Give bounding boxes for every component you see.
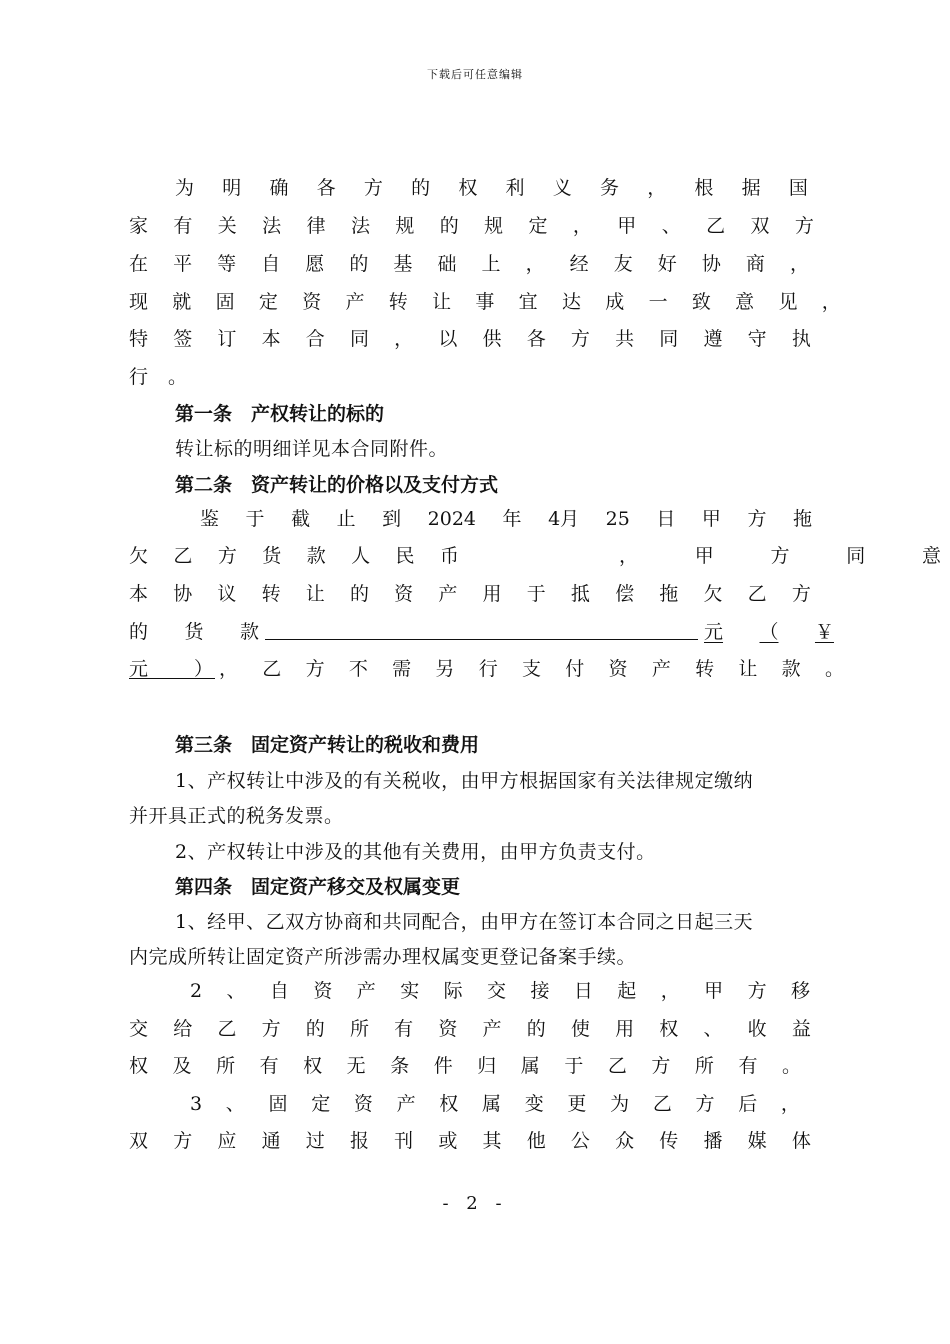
char: 条 bbox=[390, 1055, 410, 1077]
char: 播 bbox=[703, 1130, 723, 1152]
char: 产 bbox=[482, 1018, 502, 1040]
char: 供 bbox=[482, 328, 502, 350]
token: 意 bbox=[921, 545, 941, 567]
char: 。 bbox=[167, 366, 187, 388]
char: 更 bbox=[567, 1093, 587, 1115]
char: 法 bbox=[262, 215, 282, 237]
char: 另 bbox=[435, 658, 455, 680]
char: 用 bbox=[615, 1018, 635, 1040]
char: 通 bbox=[261, 1130, 281, 1152]
article2-line1 bbox=[200, 506, 812, 532]
char: 2 bbox=[190, 980, 203, 1002]
char: 其 bbox=[482, 1130, 502, 1152]
char: ￥ bbox=[814, 621, 834, 643]
char: 宜 bbox=[518, 291, 538, 313]
char: 好 bbox=[657, 253, 677, 275]
char: 公 bbox=[570, 1130, 590, 1152]
article4-para3-line1 bbox=[190, 1091, 800, 1117]
token: ， bbox=[619, 545, 639, 567]
char: 家 bbox=[129, 215, 149, 237]
token: 方 bbox=[747, 508, 767, 530]
char: 各 bbox=[526, 328, 546, 350]
char: 付 bbox=[565, 658, 585, 680]
article4-para2-line1 bbox=[190, 978, 810, 1004]
article2-line5 bbox=[129, 656, 844, 682]
article3-para1-line2: 并开具正式的税务发票。 bbox=[129, 805, 344, 827]
char: 在 bbox=[129, 253, 149, 275]
article2-line4-right bbox=[704, 619, 834, 645]
char: 件 bbox=[433, 1055, 453, 1077]
char: 的 bbox=[349, 583, 369, 605]
char: 愿 bbox=[305, 253, 325, 275]
char: 收 bbox=[747, 1018, 767, 1040]
char: 于 bbox=[526, 583, 546, 605]
char: 一 bbox=[648, 291, 668, 313]
char: 众 bbox=[615, 1130, 635, 1152]
char: 际 bbox=[443, 980, 463, 1002]
char: 有 bbox=[259, 1055, 279, 1077]
char: 、 bbox=[661, 215, 681, 237]
char: 变 bbox=[524, 1093, 544, 1115]
char: 甲 bbox=[704, 980, 724, 1002]
article1-text: 转让标的明细详见本合同附件。 bbox=[175, 438, 449, 460]
char: 订 bbox=[217, 328, 237, 350]
char: 固 bbox=[215, 291, 235, 313]
char: 经 bbox=[569, 253, 589, 275]
char: 关 bbox=[217, 215, 237, 237]
token: 货 bbox=[262, 545, 282, 567]
char: 货 bbox=[184, 621, 204, 643]
char: 同 bbox=[349, 328, 369, 350]
char: 共 bbox=[615, 328, 635, 350]
char: 及 bbox=[172, 1055, 192, 1077]
char: 根 bbox=[694, 177, 714, 199]
char: 方 bbox=[173, 1130, 193, 1152]
char: ， bbox=[394, 328, 414, 350]
char: 权 bbox=[129, 1055, 149, 1077]
char: 乙 bbox=[747, 583, 767, 605]
char: 定 bbox=[311, 1093, 331, 1115]
char: 以 bbox=[438, 328, 458, 350]
char: 双 bbox=[750, 215, 770, 237]
char: 产 bbox=[356, 980, 376, 1002]
char: 交 bbox=[487, 980, 507, 1002]
token: 甲 bbox=[694, 545, 714, 567]
char: 平 bbox=[173, 253, 193, 275]
char: 、 bbox=[225, 1093, 245, 1115]
char: 致 bbox=[691, 291, 711, 313]
char: 归 bbox=[477, 1055, 497, 1077]
token: 到 bbox=[382, 508, 402, 530]
char: 的 bbox=[349, 253, 369, 275]
char: 方 bbox=[791, 583, 811, 605]
char: 现 bbox=[129, 291, 149, 313]
token: 欠 bbox=[129, 545, 149, 567]
char: 欠 bbox=[703, 583, 723, 605]
char: 同 bbox=[659, 328, 679, 350]
char: 意 bbox=[735, 291, 755, 313]
token: 民 bbox=[395, 545, 415, 567]
char: 拖 bbox=[659, 583, 679, 605]
token: 拖 bbox=[792, 508, 812, 530]
char: 乙 bbox=[706, 215, 726, 237]
char: 行 bbox=[129, 366, 149, 388]
char: ） bbox=[193, 658, 213, 680]
token: 于 bbox=[245, 508, 265, 530]
char: ， bbox=[821, 291, 841, 313]
char: 上 bbox=[481, 253, 501, 275]
char: 本 bbox=[261, 328, 281, 350]
char: 起 bbox=[617, 980, 637, 1002]
token: 4月 bbox=[548, 508, 580, 530]
token: 人 bbox=[351, 545, 371, 567]
char: 所 bbox=[216, 1055, 236, 1077]
token: 同 bbox=[846, 545, 866, 567]
token: 款 bbox=[306, 545, 326, 567]
page-header: 下载后可任意编辑 bbox=[427, 68, 523, 81]
article4-title: 第四条 固定资产移交及权属变更 bbox=[175, 876, 461, 898]
char: 等 bbox=[217, 253, 237, 275]
char: 自 bbox=[269, 980, 289, 1002]
char: 资 bbox=[608, 658, 628, 680]
char: 法 bbox=[350, 215, 370, 237]
char: 执 bbox=[791, 328, 811, 350]
char: 移 bbox=[790, 980, 810, 1002]
char: 刊 bbox=[394, 1130, 414, 1152]
char: 本 bbox=[129, 583, 149, 605]
char: 础 bbox=[437, 253, 457, 275]
char: 见 bbox=[778, 291, 798, 313]
char: 他 bbox=[526, 1130, 546, 1152]
char: 明 bbox=[222, 177, 242, 199]
char: 接 bbox=[530, 980, 550, 1002]
char: 转 bbox=[695, 658, 715, 680]
char: 。 bbox=[824, 658, 844, 680]
article2-line4 bbox=[129, 619, 834, 645]
char: 事 bbox=[475, 291, 495, 313]
char: 行 bbox=[478, 658, 498, 680]
char: 乙 bbox=[217, 1018, 237, 1040]
amount-blank bbox=[265, 619, 698, 640]
article3-para2: 2、产权转让中涉及的其他有关费用，由甲方负责支付。 bbox=[175, 841, 656, 863]
char: 报 bbox=[349, 1130, 369, 1152]
char: 产 bbox=[438, 583, 458, 605]
token: 方 bbox=[770, 545, 790, 567]
char: 达 bbox=[561, 291, 581, 313]
char: 基 bbox=[393, 253, 413, 275]
article4-para1-line1: 1、经甲、乙双方协商和共同配合，由甲方在签订本合同之日起三天 bbox=[175, 911, 754, 933]
char: 用 bbox=[482, 583, 502, 605]
char: 、 bbox=[226, 980, 246, 1002]
char: 有 bbox=[394, 1018, 414, 1040]
char: 不 bbox=[348, 658, 368, 680]
char: 的 bbox=[526, 1018, 546, 1040]
char: ， bbox=[780, 1093, 800, 1115]
char: 的 bbox=[411, 177, 431, 199]
char: 的 bbox=[439, 215, 459, 237]
char: 抵 bbox=[570, 583, 590, 605]
char: 有 bbox=[173, 215, 193, 237]
article4-para1-line2: 内完成所转让固定资产所涉需办理权属变更登记备案手续。 bbox=[129, 946, 637, 968]
char: 产 bbox=[651, 658, 671, 680]
char: 产 bbox=[345, 291, 365, 313]
char: 让 bbox=[432, 291, 452, 313]
char: 守 bbox=[747, 328, 767, 350]
page-number: - 2 - bbox=[442, 1193, 508, 1214]
char: 定 bbox=[258, 291, 278, 313]
char: 定 bbox=[528, 215, 548, 237]
char: 利 bbox=[505, 177, 525, 199]
char: 国 bbox=[788, 177, 808, 199]
char: 乙 bbox=[652, 1093, 672, 1115]
article4-para2-line3 bbox=[129, 1053, 801, 1079]
char: 实 bbox=[400, 980, 420, 1002]
article2-line5-left bbox=[129, 656, 215, 679]
char: 使 bbox=[570, 1018, 590, 1040]
article2-title: 第二条 资产转让的价格以及支付方式 bbox=[175, 474, 499, 496]
char: 有 bbox=[738, 1055, 758, 1077]
token: 止 bbox=[336, 508, 356, 530]
char: 权 bbox=[659, 1018, 679, 1040]
char: 为 bbox=[610, 1093, 630, 1115]
char: 于 bbox=[564, 1055, 584, 1077]
char: 务 bbox=[599, 177, 619, 199]
article2-line4-left bbox=[129, 619, 259, 645]
char: 乙 bbox=[607, 1055, 627, 1077]
char: 属 bbox=[520, 1055, 540, 1077]
para1-line6 bbox=[129, 364, 187, 390]
para1-line5 bbox=[129, 326, 811, 352]
char: 。 bbox=[781, 1055, 801, 1077]
para1-line1 bbox=[175, 175, 808, 201]
char: 自 bbox=[261, 253, 281, 275]
char: 后 bbox=[738, 1093, 758, 1115]
char: 商 bbox=[745, 253, 765, 275]
char: 方 bbox=[651, 1055, 671, 1077]
token: 乙 bbox=[173, 545, 193, 567]
char: 让 bbox=[738, 658, 758, 680]
char: 日 bbox=[573, 980, 593, 1002]
token: 甲 bbox=[701, 508, 721, 530]
char: 属 bbox=[482, 1093, 502, 1115]
char: 甲 bbox=[617, 215, 637, 237]
char: 权 bbox=[458, 177, 478, 199]
char: 的 bbox=[129, 621, 149, 643]
article3-title: 第三条 固定资产转让的税收和费用 bbox=[175, 734, 480, 756]
article2-line3 bbox=[129, 581, 811, 607]
article4-para3-line2 bbox=[129, 1128, 811, 1154]
char: ， bbox=[789, 253, 809, 275]
article4-para2-line2 bbox=[129, 1016, 811, 1042]
char: ， bbox=[572, 215, 592, 237]
char: 益 bbox=[791, 1018, 811, 1040]
char: 3 bbox=[190, 1093, 203, 1115]
token: 截 bbox=[291, 508, 311, 530]
char: 媒 bbox=[747, 1130, 767, 1152]
char: 双 bbox=[129, 1130, 149, 1152]
char: 特 bbox=[129, 328, 149, 350]
article3-para1-line1: 1、产权转让中涉及的有关税收，由甲方根据国家有关法律规定缴纳 bbox=[175, 770, 754, 792]
char: 让 bbox=[305, 583, 325, 605]
char: 支 bbox=[521, 658, 541, 680]
para1-line2 bbox=[129, 213, 814, 239]
article2-line2-left bbox=[129, 543, 459, 569]
token: 日 bbox=[656, 508, 676, 530]
char: 协 bbox=[173, 583, 193, 605]
char: 资 bbox=[313, 980, 333, 1002]
token: 年 bbox=[502, 508, 522, 530]
char: 所 bbox=[694, 1055, 714, 1077]
char: 无 bbox=[346, 1055, 366, 1077]
char: 方 bbox=[695, 1093, 715, 1115]
char: 偿 bbox=[615, 583, 635, 605]
char: 产 bbox=[396, 1093, 416, 1115]
char: 转 bbox=[261, 583, 281, 605]
article1-title: 第一条 产权转让的标的 bbox=[175, 403, 385, 425]
char: 义 bbox=[552, 177, 572, 199]
char: 款 bbox=[781, 658, 801, 680]
char: 资 bbox=[438, 1018, 458, 1040]
char: 固 bbox=[268, 1093, 288, 1115]
char: 方 bbox=[261, 1018, 281, 1040]
char: ， bbox=[219, 658, 239, 680]
char: 签 bbox=[173, 328, 193, 350]
char: 权 bbox=[303, 1055, 323, 1077]
char: 资 bbox=[394, 583, 414, 605]
char: 给 bbox=[173, 1018, 193, 1040]
char: 、 bbox=[703, 1018, 723, 1040]
char: 规 bbox=[395, 215, 415, 237]
token: 25 bbox=[605, 508, 630, 530]
char: 方 bbox=[747, 980, 767, 1002]
char: 传 bbox=[659, 1130, 679, 1152]
char: 交 bbox=[129, 1018, 149, 1040]
char: 协 bbox=[701, 253, 721, 275]
char: 或 bbox=[438, 1130, 458, 1152]
char: 就 bbox=[172, 291, 192, 313]
char: 的 bbox=[305, 1018, 325, 1040]
char: 转 bbox=[388, 291, 408, 313]
char: 体 bbox=[791, 1130, 811, 1152]
char: 款 bbox=[239, 621, 259, 643]
token: 2024 bbox=[427, 508, 477, 530]
char: 确 bbox=[269, 177, 289, 199]
token: 方 bbox=[217, 545, 237, 567]
char: 规 bbox=[484, 215, 504, 237]
char: 合 bbox=[305, 328, 325, 350]
char: ， bbox=[647, 177, 667, 199]
char: （ bbox=[759, 621, 779, 643]
para1-line4 bbox=[129, 289, 841, 315]
char: 元 bbox=[129, 658, 149, 680]
char: 友 bbox=[613, 253, 633, 275]
token: 币 bbox=[439, 545, 459, 567]
char: 方 bbox=[794, 215, 814, 237]
char: 资 bbox=[353, 1093, 373, 1115]
char: 遵 bbox=[703, 328, 723, 350]
char: ， bbox=[660, 980, 680, 1002]
article2-line2 bbox=[129, 543, 941, 569]
char: 方 bbox=[305, 658, 325, 680]
para1-line3 bbox=[129, 251, 809, 277]
char: 据 bbox=[741, 177, 761, 199]
char: 议 bbox=[217, 583, 237, 605]
char: 资 bbox=[302, 291, 322, 313]
char: 为 bbox=[175, 177, 195, 199]
char: 方 bbox=[363, 177, 383, 199]
char: 需 bbox=[392, 658, 412, 680]
char: 元 bbox=[704, 621, 724, 643]
char: 过 bbox=[305, 1130, 325, 1152]
article2-line2-right bbox=[619, 543, 941, 569]
char: 权 bbox=[439, 1093, 459, 1115]
char: 方 bbox=[570, 328, 590, 350]
char: ， bbox=[525, 253, 545, 275]
char: 成 bbox=[605, 291, 625, 313]
char: 律 bbox=[306, 215, 326, 237]
char: 各 bbox=[316, 177, 336, 199]
article2-line5-right bbox=[219, 656, 844, 682]
token: 鉴 bbox=[200, 508, 220, 530]
char: 乙 bbox=[262, 658, 282, 680]
char: 所 bbox=[349, 1018, 369, 1040]
char: 应 bbox=[217, 1130, 237, 1152]
